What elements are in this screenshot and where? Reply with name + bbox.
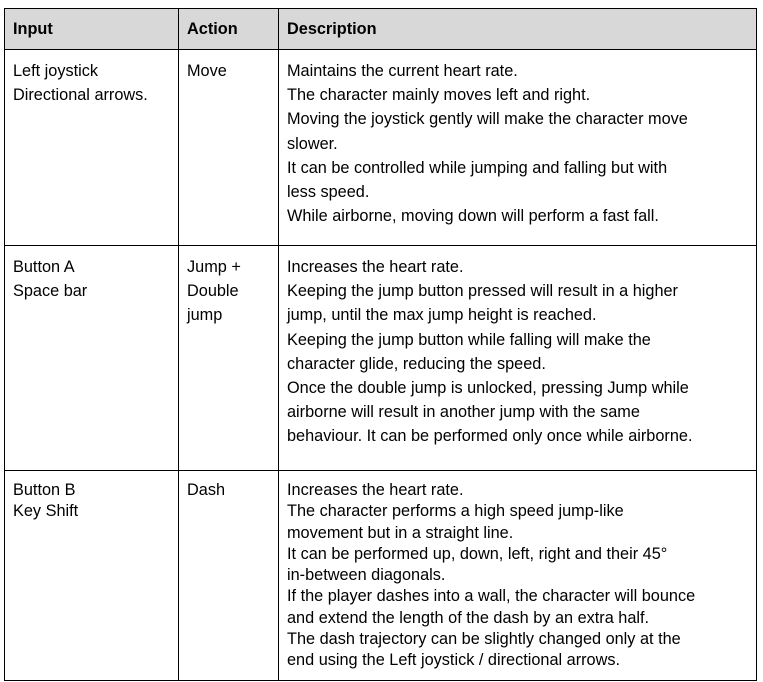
- description-line: The dash trajectory can be slightly changed only at the: [287, 630, 681, 649]
- description-line: If the player dashes into a wall, the character will bounce: [287, 587, 696, 606]
- header-input: Input: [5, 9, 179, 50]
- description-cell: [279, 246, 757, 471]
- description-line: character glide, reducing the speed.: [287, 354, 546, 373]
- description-line: jump, until the max jump height is reached.: [287, 306, 597, 325]
- description-cell: [279, 50, 757, 246]
- table-row: [5, 50, 757, 246]
- description-line: The character performs a high speed jump-like: [287, 502, 624, 521]
- table-row: [5, 471, 757, 681]
- input-line: Directional arrows.: [13, 86, 148, 105]
- description-line: behaviour. It can be performed only once while airborne.: [287, 427, 693, 446]
- action-cell: [179, 246, 279, 471]
- input-line: Left joystick: [13, 62, 99, 80]
- action-cell: [179, 50, 279, 246]
- controls-table: [4, 8, 757, 681]
- table-header-row: [5, 9, 757, 50]
- description-line: Maintains the current heart rate.: [287, 62, 518, 80]
- action-line: Double: [187, 282, 239, 301]
- input-line: Key Shift: [13, 502, 79, 521]
- description-line: Increases the heart rate.: [287, 258, 464, 276]
- input-cell: [5, 246, 179, 471]
- header-action: Action: [179, 9, 279, 50]
- action-cell: [179, 471, 279, 681]
- input-line: Space bar: [13, 282, 88, 301]
- description-line: Increases the heart rate.: [287, 481, 464, 499]
- action-line: Jump +: [187, 258, 241, 276]
- input-cell: [5, 471, 179, 681]
- description-line: airborne will result in another jump with the same: [287, 403, 640, 422]
- description-line: end using the Left joystick / directional arrows.: [287, 651, 621, 670]
- description-line: It can be controlled while jumping and falling but with: [287, 158, 668, 177]
- description-line: slower.: [287, 134, 338, 153]
- action-line: jump: [187, 306, 223, 325]
- input-line: Button A: [13, 258, 75, 276]
- input-cell: [5, 50, 179, 246]
- description-line: movement but in a straight line.: [287, 523, 514, 542]
- description-line: Keeping the jump button while falling will make the: [287, 330, 651, 349]
- table-row: [5, 246, 757, 471]
- description-line: less speed.: [287, 183, 370, 202]
- input-line: Button B: [13, 481, 76, 499]
- action-line: Move: [187, 62, 227, 80]
- description-line: in-between diagonals.: [287, 566, 446, 585]
- description-line: The character mainly moves left and right.: [287, 86, 591, 105]
- description-line: Moving the joystick gently will make the character move: [287, 110, 688, 129]
- header-description: Description: [279, 9, 757, 50]
- description-line: It can be performed up, down, left, right and their 45°: [287, 544, 668, 563]
- action-line: Dash: [187, 481, 226, 499]
- description-line: While airborne, moving down will perform a fast fall.: [287, 207, 659, 226]
- description-cell: [279, 471, 757, 681]
- description-line: and extend the length of the dash by an extra half.: [287, 608, 650, 627]
- description-line: Once the double jump is unlocked, pressing Jump while: [287, 379, 689, 398]
- description-line: Keeping the jump button pressed will result in a higher: [287, 282, 678, 301]
